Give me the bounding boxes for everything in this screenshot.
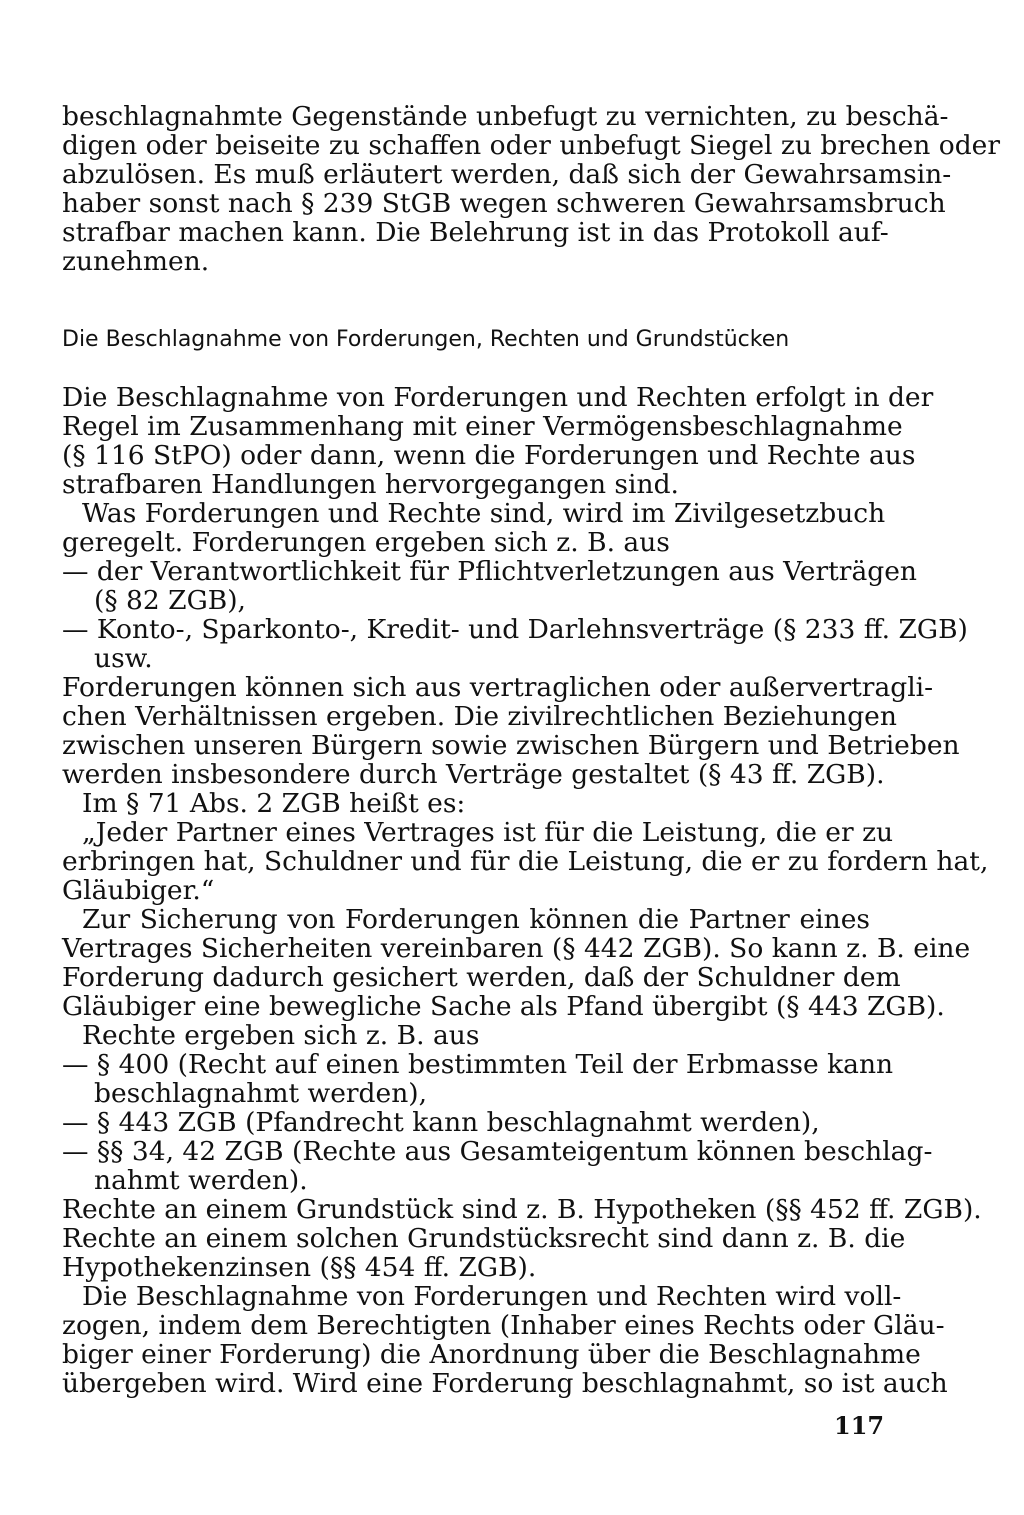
text-line: zwischen unseren Bürgern sowie zwischen Bürgern und Betrieben xyxy=(62,730,960,761)
list-item: — § 443 ZGB (Pfandrecht kann beschlagnahmt werden), xyxy=(62,1107,820,1138)
text-line: Forderung dadurch gesichert werden, daß der Schuldner dem xyxy=(62,962,901,993)
text-line: abzulösen. Es muß erläutert werden, daß sich der Gewahrsamsin- xyxy=(62,159,952,190)
section-heading: Die Beschlagnahme von Forderungen, Rechten und Grundstücken xyxy=(62,327,790,352)
page-number: 117 xyxy=(834,1411,885,1440)
text-line: geregelt. Forderungen ergeben sich z. B. aus xyxy=(62,527,670,558)
text-line: zogen, indem dem Berechtigten (Inhaber eines Rechts oder Gläu- xyxy=(62,1310,945,1341)
text-line: digen oder beiseite zu schaffen oder unbefugt Siegel zu brechen oder xyxy=(62,130,1001,161)
quote-line: Gläubiger.“ xyxy=(62,875,215,906)
text-line: übergeben wird. Wird eine Forderung beschlagnahmt, so ist auch xyxy=(62,1368,948,1399)
text-line: strafbaren Handlungen hervorgegangen sind. xyxy=(62,469,679,500)
text-line: Gläubiger eine bewegliche Sache als Pfand übergibt (§ 443 ZGB). xyxy=(62,991,945,1022)
text-line: zunehmen. xyxy=(62,246,210,277)
text-line: Die Beschlagnahme von Forderungen und Rechten wird voll- xyxy=(82,1281,902,1312)
quote-line: „Jeder Partner eines Vertrages ist für die Leistung, die er zu xyxy=(82,817,894,848)
text-line: Hypothekenzinsen (§§ 454 ff. ZGB). xyxy=(62,1252,537,1283)
list-item: — § 400 (Recht auf einen bestimmten Teil der Erbmasse kann xyxy=(62,1049,894,1080)
text-line: haber sonst nach § 239 StGB wegen schweren Gewahrsamsbruch xyxy=(62,188,946,219)
text-line: Rechte ergeben sich z. B. aus xyxy=(82,1020,480,1051)
text-line: Rechte an einem solchen Grundstücksrecht sind dann z. B. die xyxy=(62,1223,906,1254)
text-line: Die Beschlagnahme von Forderungen und Rechten erfolgt in der xyxy=(62,382,934,413)
text-line: strafbar machen kann. Die Belehrung ist in das Protokoll auf- xyxy=(62,217,889,248)
text-line: Im § 71 Abs. 2 ZGB heißt es: xyxy=(82,788,466,819)
text-line: (§ 116 StPO) oder dann, wenn die Forderungen und Rechte aus xyxy=(62,440,916,471)
list-item: — der Verantwortlichkeit für Pflichtverletzungen aus Verträgen xyxy=(62,556,917,587)
list-item: — Konto-, Sparkonto-, Kredit- und Darlehnsverträge (§ 233 ff. ZGB) xyxy=(62,614,968,645)
text-line: chen Verhältnissen ergeben. Die zivilrechtlichen Beziehungen xyxy=(62,701,897,732)
text-line: Regel im Zusammenhang mit einer Vermögensbeschlagnahme xyxy=(62,411,903,442)
text-line: Was Forderungen und Rechte sind, wird im Zivilgesetzbuch xyxy=(82,498,886,529)
text-line: Rechte an einem Grundstück sind z. B. Hypotheken (§§ 452 ff. ZGB). xyxy=(62,1194,982,1225)
list-item-continuation: beschlagnahmt werden), xyxy=(94,1078,428,1109)
list-item-continuation: (§ 82 ZGB), xyxy=(94,585,246,616)
text-line: Zur Sicherung von Forderungen können die Partner eines xyxy=(82,904,870,935)
text-line: werden insbesondere durch Verträge gestaltet (§ 43 ff. ZGB). xyxy=(62,759,885,790)
text-line: Vertrages Sicherheiten vereinbaren (§ 442 ZGB). So kann z. B. eine xyxy=(62,933,971,964)
text-line: biger einer Forderung) die Anordnung über die Beschlagnahme xyxy=(62,1339,921,1370)
text-line: Forderungen können sich aus vertraglichen oder außervertragli- xyxy=(62,672,934,703)
list-item-continuation: nahmt werden). xyxy=(94,1165,308,1196)
quote-line: erbringen hat, Schuldner und für die Leistung, die er zu fordern hat, xyxy=(62,846,989,877)
list-item-continuation: usw. xyxy=(94,643,153,674)
list-item: — §§ 34, 42 ZGB (Rechte aus Gesamteigentum können beschlag- xyxy=(62,1136,933,1167)
text-line: beschlagnahmte Gegenstände unbefugt zu vernichten, zu beschä- xyxy=(62,101,949,132)
